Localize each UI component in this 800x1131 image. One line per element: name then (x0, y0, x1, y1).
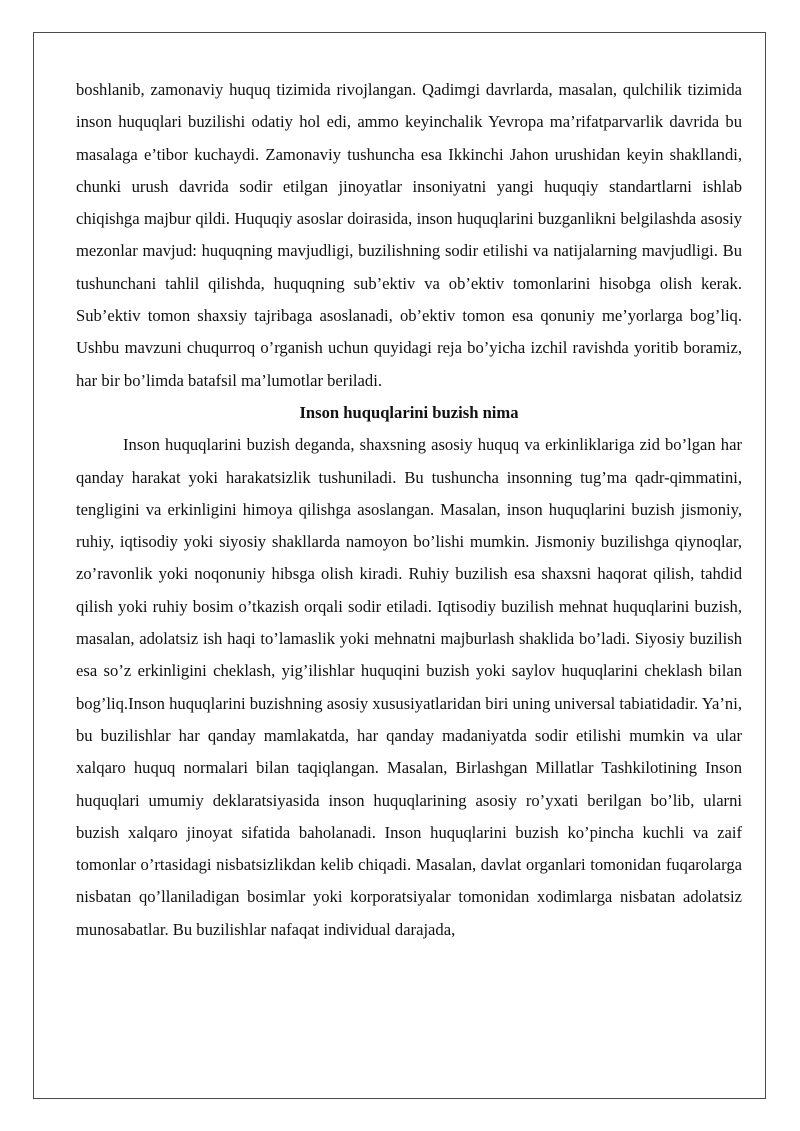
body-paragraph: Inson huquqlarini buzish deganda, shaxsning asosiy huquq va erkinliklariga zid bo’lgan har qanday harakat yoki harakatsizlik tushuniladi. Bu tushuncha insonning tug’ma qadr-qimmatini, tengligini va erkinligini himoya qilishga asoslangan. Masalan, inson huquqlarini buzish jismoniy, ruhiy, iqtisodiy yoki siyosiy shakllarda namoyon bo’lishi mumkin. Jismoniy buzilishga qiynoqlar, zo’ravonlik yoki noqonuniy hibsga olish kiradi. Ruhiy buzilish esa shaxsni haqorat qilish, tahdid qilish yoki ruhiy bosim o’tkazish orqali sodir etiladi. Iqtisodiy buzilish mehnat huquqlarini buzish, masalan, adolatsiz ish haqi to’lamaslik yoki mehnatni majburlash shaklida bo’ladi. Siyosiy buzilish esa so’z erkinligini cheklash, yig’ilishlar huquqini buzish yoki saylov huquqlarini cheklash bilan bog’liq.Inson huquqlarini buzishning asosiy xususiyatlaridan biri uning universal tabiatidadir. Ya’ni, bu buzilishlar har qanday mamlakatda, har qanday madaniyatda sodir etilishi mumkin va ular xalqaro huquq normalari bilan taqiqlangan. Masalan, Birlashgan Millatlar Tashkilotining Inson huquqlari umumiy deklaratsiyasida inson huquqlarining asosiy ro’yxati berilgan bo’lib, ularni buzish xalqaro jinoyat sifatida baholanadi. Inson huquqlarini buzish ko’pincha kuchli va zaif tomonlar o’rtasidagi nisbatsizlikdan kelib chiqadi. Masalan, davlat organlari tomonidan fuqarolarga nisbatan qo’llaniladigan bosimlar yoki korporatsiyalar tomonidan xodimlarga nisbatan adolatsiz munosabatlar. Bu buzilishlar nafaqat individual darajada, (76, 435, 742, 939)
document-body (76, 74, 742, 946)
intro-paragraph: boshlanib, zamonaviy huquq tizimida rivojlangan. Qadimgi davrlarda, masalan, qulchilik tizimida inson huquqlari buzilishi odatiy hol edi, ammo keyinchalik Yevropa ma’rifatparvarlik davrida bu masalaga e’tibor kuchaydi. Zamonaviy tushuncha esa Ikkinchi Jahon urushidan keyin shakllandi, chunki urush davrida sodir etilgan jinoyatlar insoniyatni yangi huquqiy standartlarni ishlab chiqishga majbur qildi. Huquqiy asoslar doirasida, inson huquqlarini buzganlikni belgilashda asosiy mezonlar mavjud: huquqning mavjudligi, buzilishning sodir etilishi va natijalarning mavjudligi. Bu tushunchani tahlil qilishda, huquqning sub’ektiv va ob’ektiv tomonlarini hisobga olish kerak. Sub’ektiv tomon shaxsiy tajribaga asoslanadi, ob’ektiv tomon esa qonuniy me’yorlarga bog’liq. Ushbu mavzuni chuqurroq o’rganish uchun quyidagi reja bo’yicha izchil ravishda yoritib boramiz, har bir bo’limda batafsil ma’lumotlar beriladi. (76, 80, 742, 390)
section-heading: Inson huquqlarini buzish nima (299, 402, 519, 422)
